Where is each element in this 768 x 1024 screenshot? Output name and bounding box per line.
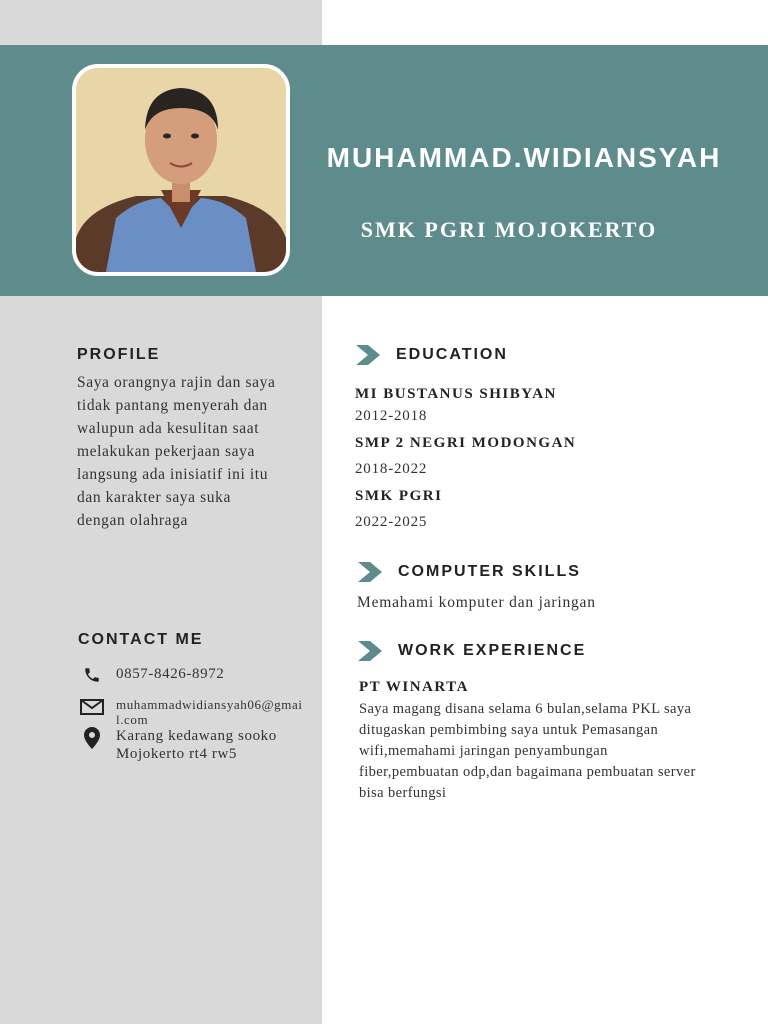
contact-email bbox=[80, 697, 306, 727]
chevron-right-icon bbox=[358, 562, 384, 582]
phone-number: 0857-8426-8972 bbox=[116, 666, 225, 682]
phone-icon bbox=[80, 665, 104, 685]
profile-text: Saya orangnya rajin dan saya tidak pantang menyerah dan walupun ada kesulitan saat melakukan pekerjaan saya langsung ada inisiatif ini itu dan karakter saya suka dengan olahraga bbox=[77, 374, 276, 529]
work-heading: WORK EXPERIENCE bbox=[398, 642, 587, 659]
work-heading-row bbox=[358, 641, 586, 661]
profile-heading: PROFILE bbox=[77, 346, 161, 363]
education-school-1: MI BUSTANUS SHIBYAN bbox=[355, 386, 557, 402]
skills-heading-row bbox=[358, 562, 581, 582]
location-pin-icon bbox=[80, 727, 104, 749]
mail-icon bbox=[80, 697, 104, 717]
address-text: Karang kedawang sooko Mojokerto rt4 rw5 bbox=[116, 728, 277, 762]
skills-heading: COMPUTER SKILLS bbox=[398, 563, 581, 580]
education-school-3: SMK PGRI bbox=[355, 488, 443, 504]
profile-photo bbox=[72, 64, 290, 276]
skills-text: Memahami komputer dan jaringan bbox=[357, 594, 596, 611]
education-school-2: SMP 2 NEGRI MODONGAN bbox=[355, 435, 577, 451]
person-name: MUHAMMAD.WIDIANSYAH bbox=[326, 142, 722, 173]
education-years-3: 2022-2025 bbox=[355, 514, 428, 530]
education-heading-row bbox=[356, 345, 508, 365]
school-name: SMK PGRI MOJOKERTO bbox=[360, 217, 658, 242]
work-company: PT WINARTA bbox=[359, 679, 469, 695]
work-description: Saya magang disana selama 6 bulan,selama PKL saya ditugaskan pembimbing saya untuk Pemasangan wifi,memahami jaringan penyambungan fiber,pembuatan odp,dan bagaimana pembuatan server bisa berfungsi bbox=[359, 701, 696, 801]
contact-address bbox=[80, 727, 286, 763]
education-years-2: 2018-2022 bbox=[355, 461, 428, 477]
chevron-right-icon bbox=[358, 641, 384, 661]
email-address[interactable]: muhammadwidiansyah06@gmail.com bbox=[116, 697, 303, 727]
contact-phone bbox=[80, 665, 224, 685]
education-years-1: 2012-2018 bbox=[355, 408, 428, 424]
chevron-right-icon bbox=[356, 345, 382, 365]
education-heading: EDUCATION bbox=[396, 346, 508, 363]
contact-heading: CONTACT ME bbox=[78, 631, 204, 648]
